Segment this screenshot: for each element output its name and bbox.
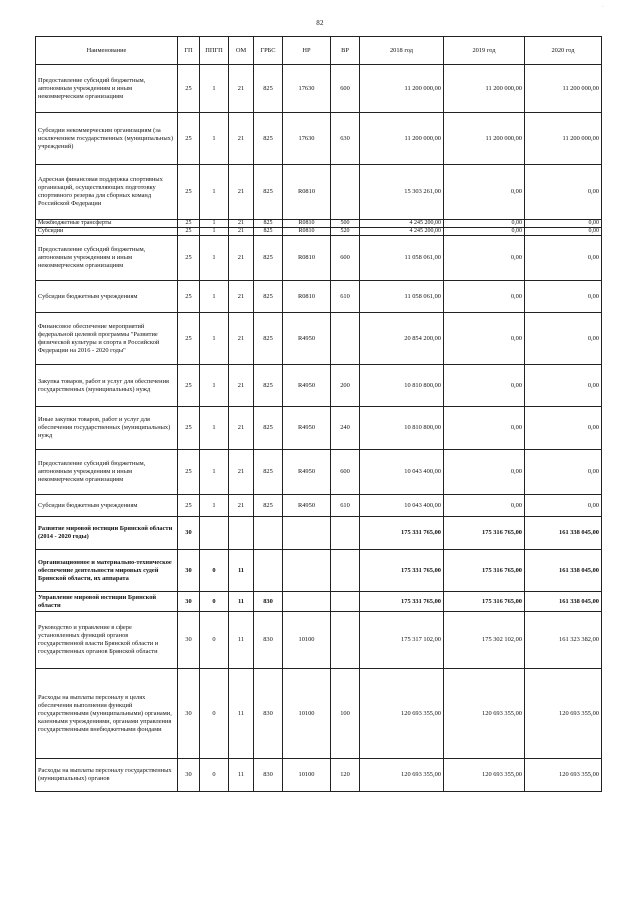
- cell-om: 21: [229, 236, 254, 281]
- cell-grbs: 830: [254, 669, 283, 759]
- cell-grbs: 825: [254, 313, 283, 365]
- cell-2020: 0,00: [525, 450, 602, 495]
- table-row: [36, 313, 602, 365]
- scan-mark: ·: [602, 4, 604, 10]
- cell-gp: 30: [178, 592, 200, 612]
- cell-np: R0810: [283, 228, 331, 236]
- cell-vr: [331, 165, 360, 220]
- cell-om: [229, 517, 254, 550]
- row-name: Закупка товаров, работ и услуг для обеспечения государственных (муниципальных) нужд: [36, 365, 178, 407]
- cell-vr: 610: [331, 281, 360, 313]
- cell-vr: 500: [331, 220, 360, 228]
- table-row: [36, 759, 602, 792]
- cell-vr: 600: [331, 236, 360, 281]
- row-name: Расходы на выплаты персоналу государственных (муниципальных) органов: [36, 759, 178, 792]
- cell-vr: 200: [331, 365, 360, 407]
- table-row: [36, 281, 602, 313]
- cell-gp: 25: [178, 365, 200, 407]
- cell-vr: [331, 592, 360, 612]
- header-gp: ГП: [178, 37, 200, 65]
- cell-2019: 0,00: [444, 495, 525, 517]
- cell-2018: 15 303 261,00: [360, 165, 444, 220]
- cell-2019: 0,00: [444, 281, 525, 313]
- cell-om: 11: [229, 669, 254, 759]
- cell-om: 11: [229, 759, 254, 792]
- cell-2018: 4 245 200,00: [360, 220, 444, 228]
- cell-grbs: 825: [254, 281, 283, 313]
- cell-2020: 161 338 045,00: [525, 517, 602, 550]
- cell-np: 10100: [283, 612, 331, 669]
- cell-pgp: 1: [200, 450, 229, 495]
- cell-grbs: 825: [254, 495, 283, 517]
- cell-pgp: 1: [200, 220, 229, 228]
- cell-pgp: 1: [200, 407, 229, 450]
- cell-om: 11: [229, 592, 254, 612]
- header-2019: 2019 год: [444, 37, 525, 65]
- cell-2020: 161 323 382,00: [525, 612, 602, 669]
- cell-2019: 11 200 000,00: [444, 65, 525, 113]
- cell-om: 21: [229, 313, 254, 365]
- header-2018: 2018 год: [360, 37, 444, 65]
- cell-2018: 10 043 400,00: [360, 450, 444, 495]
- cell-2018: 175 331 765,00: [360, 517, 444, 550]
- cell-vr: 600: [331, 65, 360, 113]
- row-name: Субсидии некоммерческим организациям (за исключением государственных (муниципальных) учреждений): [36, 113, 178, 165]
- cell-pgp: 1: [200, 165, 229, 220]
- row-name: Адресная финансовая поддержка спортивных организаций, осуществляющих подготовку спортивного резерва для сборных команд Российской Федерации: [36, 165, 178, 220]
- cell-om: 11: [229, 550, 254, 592]
- header-np: НР: [283, 37, 331, 65]
- cell-vr: 600: [331, 450, 360, 495]
- cell-gp: 25: [178, 407, 200, 450]
- cell-grbs: 830: [254, 592, 283, 612]
- cell-2020: 0,00: [525, 236, 602, 281]
- cell-2018: 4 245 200,00: [360, 228, 444, 236]
- cell-vr: 100: [331, 669, 360, 759]
- header-pgp: ППГП: [200, 37, 229, 65]
- cell-2020: 0,00: [525, 495, 602, 517]
- cell-2018: 10 810 800,00: [360, 407, 444, 450]
- row-name: Предоставление субсидий бюджетным, автономным учреждениям и иным некоммерческим организациям: [36, 236, 178, 281]
- cell-grbs: [254, 517, 283, 550]
- table-row: [36, 517, 602, 550]
- table-row: [36, 669, 602, 759]
- cell-2019: 0,00: [444, 220, 525, 228]
- cell-vr: 120: [331, 759, 360, 792]
- table-row: [36, 113, 602, 165]
- cell-2020: 161 338 045,00: [525, 550, 602, 592]
- cell-np: R0810: [283, 236, 331, 281]
- cell-2019: 0,00: [444, 313, 525, 365]
- cell-pgp: 0: [200, 669, 229, 759]
- cell-grbs: 825: [254, 365, 283, 407]
- cell-vr: [331, 517, 360, 550]
- cell-grbs: 825: [254, 165, 283, 220]
- table-row: [36, 228, 602, 236]
- row-name: Организационное и материально-техническое обеспечение деятельности мировых судей Брянской области, их аппарата: [36, 550, 178, 592]
- table-row: [36, 365, 602, 407]
- cell-gp: 25: [178, 165, 200, 220]
- cell-gp: 30: [178, 669, 200, 759]
- cell-np: [283, 592, 331, 612]
- cell-gp: 25: [178, 65, 200, 113]
- cell-om: 21: [229, 281, 254, 313]
- cell-2020: 0,00: [525, 220, 602, 228]
- cell-2020: 11 200 000,00: [525, 113, 602, 165]
- row-name: Субсидии бюджетным учреждениям: [36, 495, 178, 517]
- header-name: Наименование: [36, 37, 178, 65]
- cell-pgp: 1: [200, 365, 229, 407]
- cell-gp: 25: [178, 450, 200, 495]
- table-row: [36, 592, 602, 612]
- table-row: [36, 407, 602, 450]
- cell-gp: 30: [178, 550, 200, 592]
- cell-2019: 175 316 765,00: [444, 592, 525, 612]
- cell-om: 21: [229, 365, 254, 407]
- cell-np: R4950: [283, 365, 331, 407]
- cell-pgp: 1: [200, 228, 229, 236]
- cell-2020: 0,00: [525, 407, 602, 450]
- cell-np: 17630: [283, 113, 331, 165]
- cell-pgp: 1: [200, 495, 229, 517]
- table-row: [36, 450, 602, 495]
- row-name: Межбюджетные трансферты: [36, 220, 178, 228]
- cell-grbs: 825: [254, 65, 283, 113]
- cell-np: R0810: [283, 281, 331, 313]
- cell-grbs: 830: [254, 759, 283, 792]
- cell-np: R4950: [283, 450, 331, 495]
- cell-2019: 0,00: [444, 407, 525, 450]
- cell-om: 11: [229, 612, 254, 669]
- cell-np: R0810: [283, 220, 331, 228]
- row-name: Руководство и управление в сфере установленных функций органов государственной власти Брянской области и государственных органов Брянской области: [36, 612, 178, 669]
- row-name: Предоставление субсидий бюджетным, автономным учреждениям и иным некоммерческим организациям: [36, 450, 178, 495]
- table-row: [36, 165, 602, 220]
- cell-2018: 175 317 102,00: [360, 612, 444, 669]
- row-name: Субсидии: [36, 228, 178, 236]
- cell-pgp: 0: [200, 612, 229, 669]
- cell-2020: 0,00: [525, 313, 602, 365]
- cell-np: R4950: [283, 313, 331, 365]
- cell-2020: 11 200 000,00: [525, 65, 602, 113]
- header-vr: ВР: [331, 37, 360, 65]
- cell-grbs: 825: [254, 236, 283, 281]
- cell-gp: 25: [178, 113, 200, 165]
- cell-gp: 25: [178, 313, 200, 365]
- cell-np: R4950: [283, 495, 331, 517]
- cell-gp: 25: [178, 236, 200, 281]
- cell-vr: 520: [331, 228, 360, 236]
- cell-grbs: 825: [254, 113, 283, 165]
- cell-2019: 11 200 000,00: [444, 113, 525, 165]
- row-name: Управление мировой юстиции Брянской области: [36, 592, 178, 612]
- cell-pgp: 1: [200, 236, 229, 281]
- cell-2018: 11 200 000,00: [360, 65, 444, 113]
- cell-grbs: 825: [254, 220, 283, 228]
- cell-pgp: 1: [200, 65, 229, 113]
- cell-grbs: 830: [254, 612, 283, 669]
- row-name: Субсидии бюджетным учреждениям: [36, 281, 178, 313]
- cell-gp: 30: [178, 612, 200, 669]
- header-om: ОМ: [229, 37, 254, 65]
- cell-vr: [331, 612, 360, 669]
- cell-np: R0810: [283, 165, 331, 220]
- cell-np: 10100: [283, 759, 331, 792]
- cell-pgp: 1: [200, 313, 229, 365]
- cell-2019: 120 693 355,00: [444, 759, 525, 792]
- cell-gp: 30: [178, 517, 200, 550]
- table-row: [36, 65, 602, 113]
- budget-table: [35, 36, 602, 792]
- cell-gp: 30: [178, 759, 200, 792]
- cell-pgp: 1: [200, 281, 229, 313]
- cell-grbs: 825: [254, 450, 283, 495]
- cell-2019: 120 693 355,00: [444, 669, 525, 759]
- cell-2018: 120 693 355,00: [360, 759, 444, 792]
- table-body: [36, 65, 602, 792]
- table-row: [36, 550, 602, 592]
- cell-2020: 0,00: [525, 281, 602, 313]
- cell-vr: 610: [331, 495, 360, 517]
- cell-2018: 10 043 400,00: [360, 495, 444, 517]
- cell-2019: 0,00: [444, 450, 525, 495]
- cell-2020: 0,00: [525, 228, 602, 236]
- cell-vr: [331, 550, 360, 592]
- cell-om: 21: [229, 220, 254, 228]
- table-row: [36, 612, 602, 669]
- cell-om: 21: [229, 407, 254, 450]
- cell-om: 21: [229, 113, 254, 165]
- row-name: Финансовое обеспечение мероприятий федеральной целевой программы "Развитие физической культуры и спорта в Российской Федерации на 2016 - 2020 годы": [36, 313, 178, 365]
- cell-np: 17630: [283, 65, 331, 113]
- cell-2019: 0,00: [444, 236, 525, 281]
- table-row: [36, 495, 602, 517]
- header-2020: 2020 год: [525, 37, 602, 65]
- cell-vr: [331, 313, 360, 365]
- row-name: Иные закупки товаров, работ и услуг для обеспечения государственных (муниципальных) нужд: [36, 407, 178, 450]
- cell-2019: 0,00: [444, 365, 525, 407]
- cell-2018: 20 854 200,00: [360, 313, 444, 365]
- cell-2018: 120 693 355,00: [360, 669, 444, 759]
- table-header-row: [36, 37, 602, 65]
- cell-2020: 0,00: [525, 365, 602, 407]
- cell-2019: 0,00: [444, 165, 525, 220]
- cell-2020: 161 338 045,00: [525, 592, 602, 612]
- table-row: [36, 220, 602, 228]
- cell-om: 21: [229, 228, 254, 236]
- row-name: Развитие мировой юстиции Брянской области (2014 - 2020 годы): [36, 517, 178, 550]
- cell-gp: 25: [178, 495, 200, 517]
- cell-pgp: [200, 517, 229, 550]
- cell-pgp: 1: [200, 113, 229, 165]
- cell-pgp: 0: [200, 759, 229, 792]
- cell-2018: 175 331 765,00: [360, 550, 444, 592]
- cell-pgp: 0: [200, 592, 229, 612]
- cell-2020: 120 693 355,00: [525, 759, 602, 792]
- cell-2018: 10 810 800,00: [360, 365, 444, 407]
- cell-2018: 175 331 765,00: [360, 592, 444, 612]
- cell-2018: 11 058 061,00: [360, 236, 444, 281]
- cell-om: 21: [229, 165, 254, 220]
- page-number: 82: [316, 19, 324, 27]
- cell-gp: 25: [178, 228, 200, 236]
- cell-np: 10100: [283, 669, 331, 759]
- cell-np: [283, 550, 331, 592]
- row-name: Расходы на выплаты персоналу в целях обеспечения выполнения функций государственными (муниципальными) органами, казенными учреждениями, органами управления государственными внебюджетными фондами: [36, 669, 178, 759]
- header-grbs: ГРБС: [254, 37, 283, 65]
- cell-grbs: [254, 550, 283, 592]
- cell-2018: 11 058 061,00: [360, 281, 444, 313]
- cell-2019: 175 316 765,00: [444, 517, 525, 550]
- cell-om: 21: [229, 65, 254, 113]
- cell-gp: 25: [178, 281, 200, 313]
- cell-gp: 25: [178, 220, 200, 228]
- row-name: Предоставление субсидий бюджетным, автономным учреждениям и иным некоммерческим организациям: [36, 65, 178, 113]
- cell-grbs: 825: [254, 228, 283, 236]
- cell-om: 21: [229, 495, 254, 517]
- cell-vr: 630: [331, 113, 360, 165]
- cell-vr: 240: [331, 407, 360, 450]
- cell-2020: 120 693 355,00: [525, 669, 602, 759]
- cell-2019: 0,00: [444, 228, 525, 236]
- cell-2020: 0,00: [525, 165, 602, 220]
- cell-np: R4950: [283, 407, 331, 450]
- table-row: [36, 236, 602, 281]
- cell-np: [283, 517, 331, 550]
- cell-pgp: 0: [200, 550, 229, 592]
- cell-2019: 175 316 765,00: [444, 550, 525, 592]
- cell-2019: 175 302 102,00: [444, 612, 525, 669]
- cell-om: 21: [229, 450, 254, 495]
- cell-2018: 11 200 000,00: [360, 113, 444, 165]
- cell-grbs: 825: [254, 407, 283, 450]
